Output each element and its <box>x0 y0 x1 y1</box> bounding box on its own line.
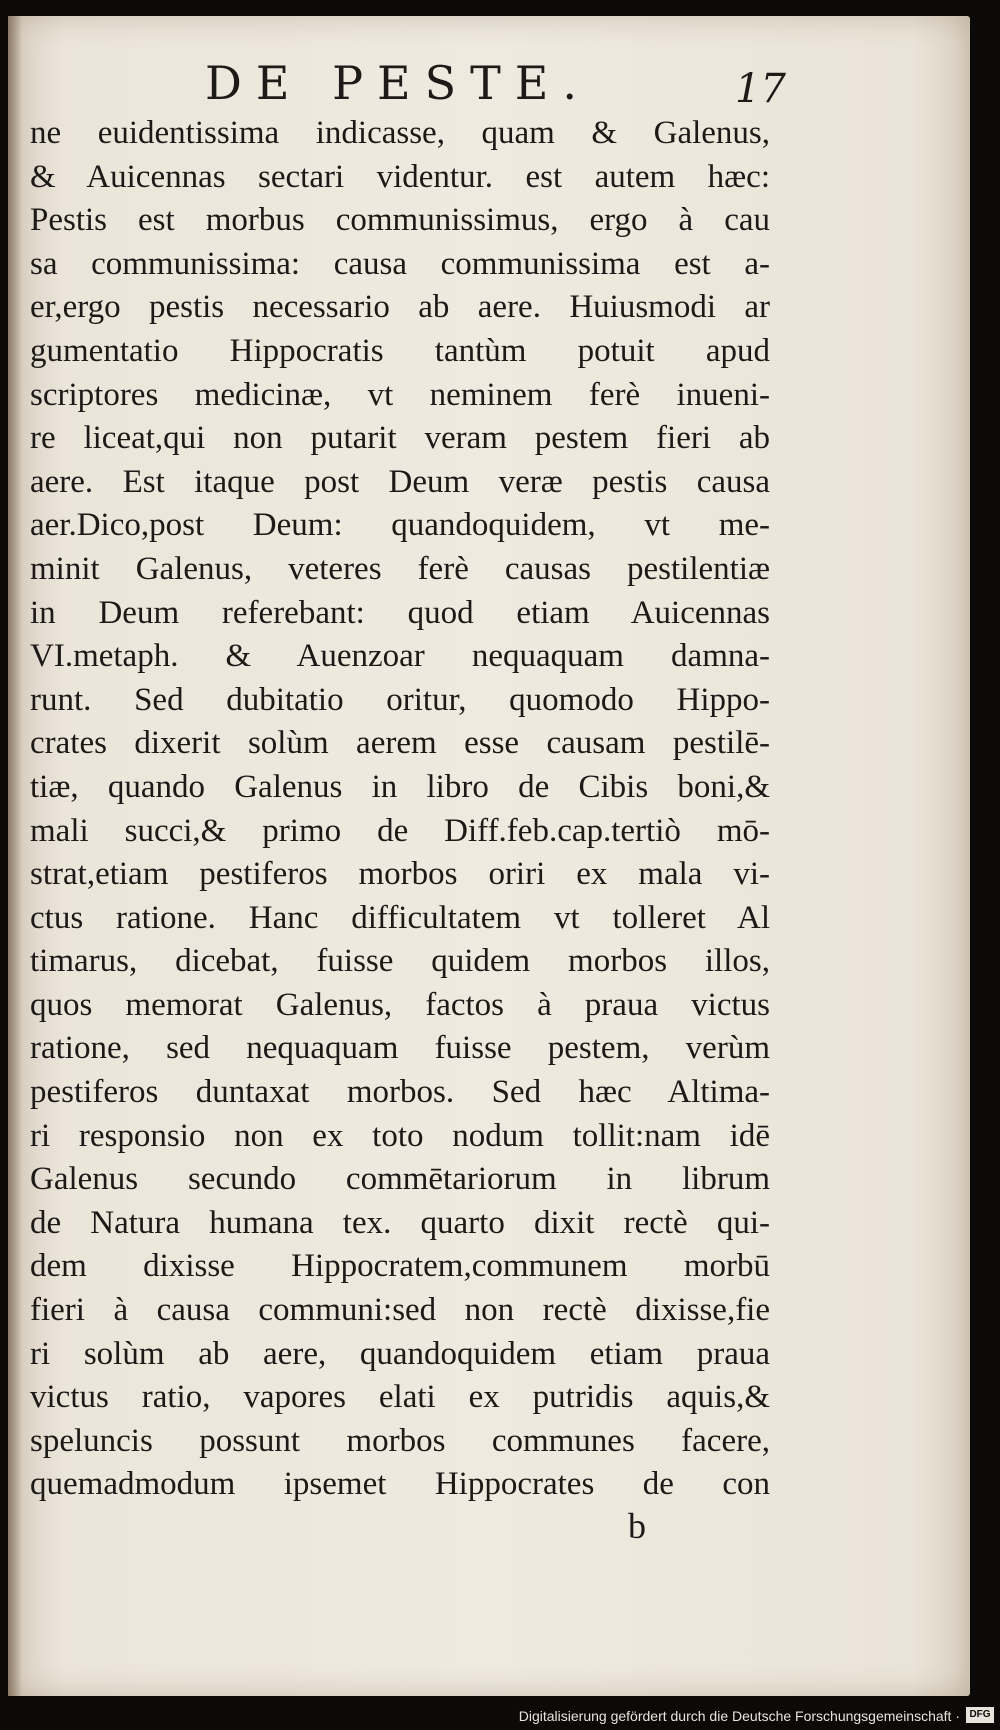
text-line: dem dixisse Hippocratem,communem morbū <box>30 1248 770 1285</box>
text-line: er,ergo pestis necessario ab aere. Huiusmodi ar <box>30 289 770 326</box>
text-line: sa communissima: causa communissima est a- <box>30 245 770 282</box>
text-line: & Auicennas sectari videntur. est autem hæc: <box>30 158 770 195</box>
body-text <box>30 112 770 1507</box>
signature-mark: b <box>628 1506 646 1546</box>
text-line: scriptores medicinæ, vt neminem ferè inueni- <box>30 376 770 413</box>
text-line: ratione, sed nequaquam fuisse pestem, verùm <box>30 1030 770 1067</box>
text-line: ne euidentissima indicasse, quam & Galenus, <box>30 115 770 151</box>
text-line: minit Galenus, veteres ferè causas pestilentiæ <box>30 550 770 587</box>
text-line: ri responsio non ex toto nodum tollit:nam idē <box>30 1117 770 1154</box>
text-line: aer.Dico,post Deum: quandoquidem, vt me- <box>30 507 770 544</box>
text-line: pestiferos duntaxat morbos. Sed hæc Altima- <box>30 1074 770 1111</box>
text-line: re liceat,qui non putarit veram pestem fieri ab <box>30 420 770 457</box>
text-line: timarus, dicebat, fuisse quidem morbos illos, <box>30 943 770 980</box>
text-line: aere. Est itaque post Deum veræ pestis causa <box>30 463 770 500</box>
text-line: speluncis possunt morbos communes facere, <box>30 1422 770 1459</box>
text-line: strat,etiam pestiferos morbos oriri ex mala vi- <box>30 856 770 893</box>
footer-bar <box>0 1696 1000 1730</box>
text-line: runt. Sed dubitatio oritur, quomodo Hippo- <box>30 681 770 718</box>
text-line: crates dixerit solùm aerem esse causam pestilē- <box>30 725 770 762</box>
text-line: gumentatio Hippocratis tantùm potuit apud <box>30 332 770 369</box>
text-line: Pestis est morbus communissimus, ergo à cau <box>30 202 770 239</box>
text-line: quemadmodum ipsemet Hippocrates de con <box>30 1466 770 1503</box>
text-line: victus ratio, vapores elati ex putridis aquis,& <box>30 1379 770 1416</box>
running-head: DE PESTE. <box>205 56 592 110</box>
text-line: VI.metaph. & Auenzoar nequaquam damna- <box>30 638 770 675</box>
page-gutter-shadow <box>8 16 22 1696</box>
text-line: tiæ, quando Galenus in libro de Cibis boni,& <box>30 768 770 805</box>
page-number: 17 <box>735 66 786 112</box>
dfg-logo-icon: DFG <box>966 1707 994 1723</box>
text-line: mali succi,& primo de Diff.feb.cap.tertiò mō- <box>30 812 770 849</box>
funding-credit: Digitalisierung gefördert durch die Deutsche Forschungsgemeinschaft · <box>518 1708 960 1724</box>
text-line: quos memorat Galenus, factos à praua victus <box>30 986 770 1023</box>
text-line: ctus ratione. Hanc difficultatem vt tolleret Al <box>30 899 770 936</box>
text-line: fieri à causa communi:sed non rectè dixisse,fie <box>30 1292 770 1329</box>
text-line: de Natura humana tex. quarto dixit rectè qui- <box>30 1204 770 1241</box>
text-line: ri solùm ab aere, quandoquidem etiam praua <box>30 1335 770 1372</box>
text-line: in Deum referebant: quod etiam Auicennas <box>30 594 770 631</box>
text-line: Galenus secundo commētariorum in librum <box>30 1161 770 1198</box>
